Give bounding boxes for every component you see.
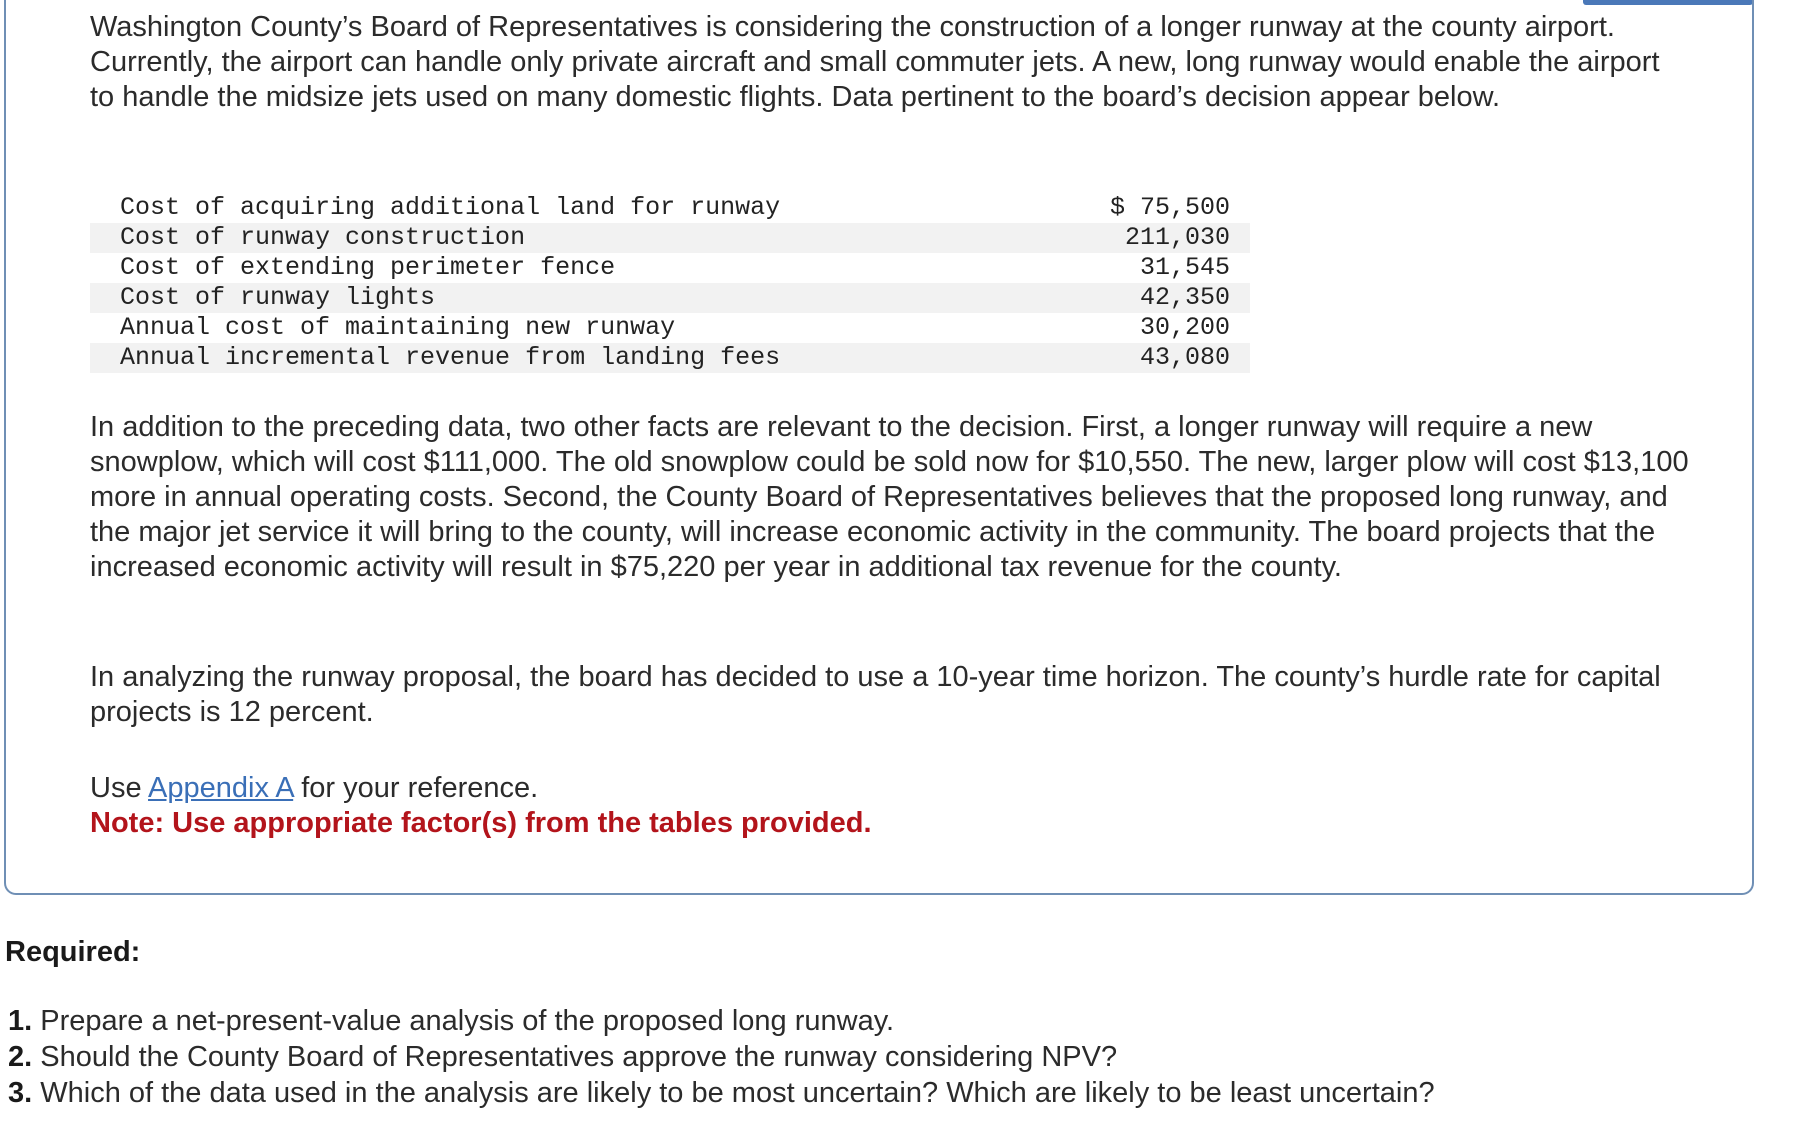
row-label: Cost of extending perimeter fence <box>120 253 616 282</box>
horizon-paragraph: In analyzing the runway proposal, the board has decided to use a 10-year time horizon. The county’s hurdle rate for capital projects is 12 percent. <box>90 661 1661 728</box>
reference-block <box>90 771 1690 841</box>
item-text: Which of the data used in the analysis are likely to be most uncertain? Which are likely to be least uncertain? <box>40 1077 1435 1109</box>
note-text: Note: Use appropriate factor(s) from the tables provided. <box>90 807 872 839</box>
table-row <box>90 343 1250 373</box>
row-value: 42,350 <box>1060 283 1250 313</box>
required-list <box>8 1003 1435 1111</box>
list-item <box>8 1003 1435 1039</box>
list-item <box>8 1075 1435 1111</box>
table-row <box>90 193 1250 223</box>
item-number: 2. <box>8 1041 33 1073</box>
table-row <box>90 223 1250 253</box>
row-value: 211,030 <box>1060 223 1250 253</box>
table-row <box>90 253 1250 283</box>
table-row <box>90 283 1250 313</box>
row-value: 30,200 <box>1139 313 1230 342</box>
row-label: Cost of runway construction <box>90 223 1060 253</box>
intro-paragraph: Washington County’s Board of Representatives is considering the construction of a longer runway at the county airport. Currently, the airport can handle only private aircraft and small commuter jets. A new, long runway would enable the airport to handle the midsize jets used on many domestic flights. Data pertinent to the board’s decision appear below. <box>90 11 1660 113</box>
item-number: 3. <box>8 1077 33 1109</box>
appendix-a-link[interactable]: Appendix A <box>148 772 294 804</box>
required-heading: Required: <box>5 936 141 968</box>
reference-prefix: Use <box>90 772 149 804</box>
table-row <box>90 313 1250 343</box>
facts-paragraph: In addition to the preceding data, two other facts are relevant to the decision. First, a longer runway will require a new snowplow, which will cost $111,000. The old snowplow could be sold now for $10,550. The new, larger plow will cost $13,100 more in annual operating costs. Second, the County Board of Representatives believes that the proposed long runway, and the major jet service it will bring to the county, will increase economic activity in the community. The board projects that the increased economic activity will result in $75,220 per year in additional tax revenue for the county. <box>90 411 1689 583</box>
item-text: Should the County Board of Representatives approve the runway considering NPV? <box>40 1041 1118 1073</box>
item-text: Prepare a net-present-value analysis of the proposed long runway. <box>40 1005 895 1037</box>
row-label: Cost of acquiring additional land for runway <box>120 193 781 222</box>
row-value: 31,545 <box>1139 253 1230 282</box>
cost-data-table <box>90 193 1250 373</box>
row-value: $ 75,500 <box>1109 193 1230 222</box>
reference-suffix: for your reference. <box>293 772 539 804</box>
row-value: 43,080 <box>1060 343 1250 373</box>
row-label: Cost of runway lights <box>90 283 1060 313</box>
item-number: 1. <box>8 1005 33 1037</box>
row-label: Annual incremental revenue from landing fees <box>90 343 1060 373</box>
list-item <box>8 1039 1435 1075</box>
row-label: Annual cost of maintaining new runway <box>120 313 676 342</box>
